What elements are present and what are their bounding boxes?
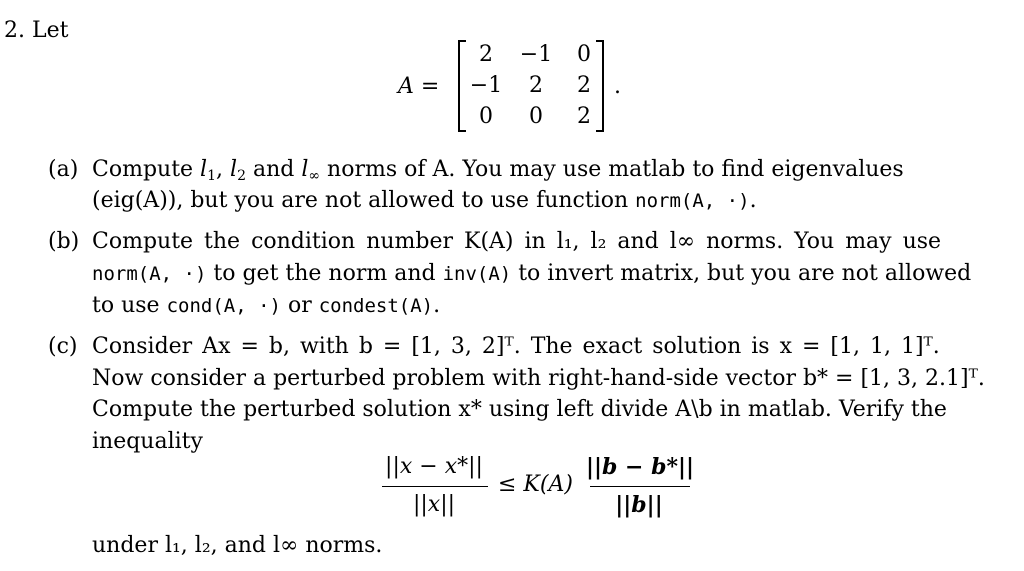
matrix-a <box>458 40 604 132</box>
matrix-cell: −1 <box>469 73 503 98</box>
matrix-cell: 0 <box>577 42 591 67</box>
ineq-right-numerator: ||b − b*|| <box>586 454 695 480</box>
matrix-cell: −1 <box>519 42 553 67</box>
ineq-right-denominator: ||b|| <box>615 492 663 518</box>
part-b-line3: to use cond(A, ·) or condest(A). <box>92 293 441 318</box>
matrix-cell: 2 <box>577 73 591 98</box>
matrix-cell: 2 <box>529 73 543 98</box>
left-bracket <box>458 40 466 132</box>
closing-line: under l₁, l₂, and l∞ norms. <box>92 533 383 558</box>
part-c-label: (c) <box>48 334 78 359</box>
ineq-middle: ≤ K(A) <box>498 472 573 497</box>
part-a-line1: Compute $l_1$, $l_2$ and $l_\infty$ norms of A. You may use matlab to find eigenvalues <box>92 157 904 184</box>
part-c-line3: Compute the perturbed solution x* using left divide A\b in matlab. Verify the <box>92 397 947 422</box>
part-b-line1: Compute the condition number K(A) in l₁, l₂ and l∞ norms. You may use <box>92 229 942 254</box>
matrix-cell: 0 <box>529 104 543 129</box>
ineq-left-fraction-bar <box>382 486 488 487</box>
ineq-left-denominator: ||x|| <box>412 492 456 517</box>
part-b-line2: norm(A, ·) to get the norm and inv(A) to invert matrix, but you are not allowed <box>92 261 972 286</box>
part-c-line4: inequality <box>92 429 203 454</box>
part-c-line2: Now consider a perturbed problem with right-hand-side vector b* = [1, 3, 2.1]ᵀ. <box>92 366 985 391</box>
matrix-lhs: A = <box>398 74 440 99</box>
matrix-cell: 2 <box>479 42 493 67</box>
matrix-period: . <box>614 74 621 99</box>
matrix-cell: 2 <box>577 104 591 129</box>
ineq-left-numerator: ||x − x*|| <box>385 454 483 479</box>
part-c-line1: Consider Ax = b, with b = [1, 3, 2]ᵀ. The exact solution is x = [1, 1, 1]ᵀ. <box>92 334 940 359</box>
matrix-cell: 0 <box>479 104 493 129</box>
part-a-label: (a) <box>48 157 79 182</box>
part-a-line2: (eig(A)), but you are not allowed to use function norm(A, ·). <box>92 188 757 213</box>
ineq-right-fraction-bar <box>590 486 690 487</box>
part-b-label: (b) <box>48 229 80 254</box>
problem-number: 2. Let <box>4 18 69 43</box>
